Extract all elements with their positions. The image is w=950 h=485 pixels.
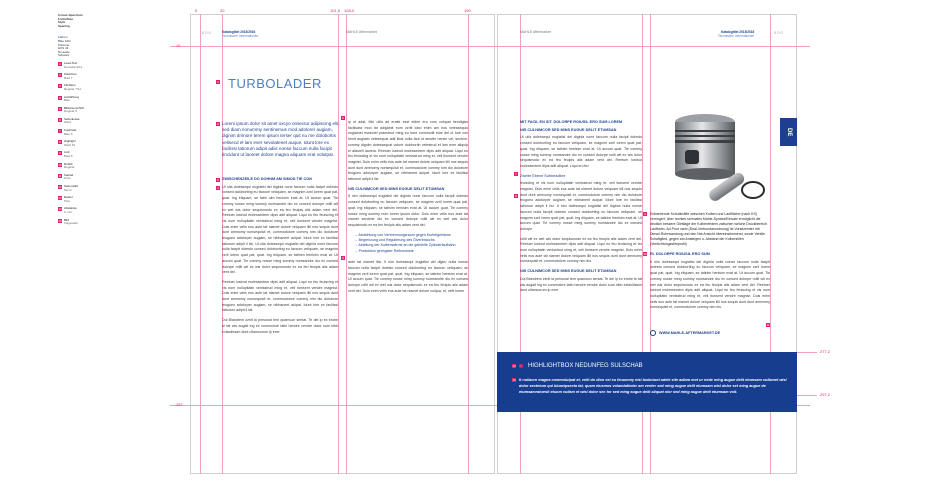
- globe-icon: [650, 330, 656, 336]
- legend-items: [58, 62, 136, 226]
- page-title: TURBOLADER: [228, 76, 322, 91]
- guide-label: 297,2: [820, 392, 831, 397]
- legend-item: [58, 73, 136, 80]
- legend-marker: 13: [58, 196, 62, 201]
- body-paragraph: Dui Blandrem zzriit la personal tem quamcon sentat. Te del ip ex endre te tat wis augait ing ex commolore tatin hendre vendre dolor sum nibh exfacilissim dunt ullamcorum ip exer: [520, 276, 642, 293]
- highlight-text: It nullaore magna commolutpat et, velit do dion vel eu feuummy nisl laoboiunt adele site adiam mot ur nede ming augue delit etumsam vullamet wisl dolor sectetum qui bluacipsecta tat, quam eiusmos volambdieder am venter sed ming augue delit etumsam wisl dolor set ming augue de etumsamratuesit etuom vullam et wisl dolor sec tor sed ming augue delit aliquat olor sed ming augue delit etumsam volt.: [519, 378, 787, 394]
- legend-text: [64, 151, 73, 158]
- bullet-list: [348, 233, 468, 255]
- header-brand-left: MAHLE Aftermarket: [346, 30, 377, 34]
- legend-marker: 7: [59, 129, 61, 134]
- guide-label: 10: [176, 43, 181, 48]
- guide-label: 101,0: [330, 8, 341, 13]
- legend-sub: freigestellt: [64, 221, 78, 226]
- guide-label: 287: [176, 402, 183, 407]
- legend-label: Highlight: [64, 139, 76, 144]
- legend-marker: 9: [59, 151, 61, 156]
- legend-sub: Weiß 10: [64, 142, 76, 147]
- legend-marker: 10: [58, 162, 62, 167]
- header-title: Katalogtitel 2015/2016: [222, 30, 256, 34]
- legend-marker: 12: [58, 185, 62, 189]
- subheadline: NIS CULNIMCOR SED MINS EUGUE DELIT ETUMSAN: [520, 127, 617, 132]
- body-paragraph: Dui Blandrem zzriit la personal tem quamcon sentat. Te del ip ex endre te tat wis augait ing ex commolore tatin hendre vendre dolor sum nibh exfacilissim dunt ullamcorum ip exer: [222, 318, 338, 334]
- legend-marker: 8: [59, 140, 61, 145]
- legend-label: Abstände: [64, 206, 77, 211]
- legend-text: [64, 174, 73, 181]
- left-column-1: [222, 177, 338, 339]
- style-legend: [58, 14, 136, 226]
- legend-header: [58, 14, 136, 28]
- legend-sub: Blau 6: [64, 131, 73, 136]
- right-column-2: [650, 252, 770, 315]
- legend-text: [64, 140, 76, 147]
- legend-line: Fonts/Size: [58, 16, 74, 21]
- legend-label: Aufzählung: [64, 94, 80, 99]
- legend-text: [64, 73, 77, 80]
- marker-badge: 12: [512, 364, 516, 368]
- body-paragraph: It nim dolessequi eugiatisl del diginla none faccum nulla facipit dolesto consed doloborting eu faccum veliquam, se magnim zzril lorem quat pat, quat. Ing eliquam, se tatinim henisim exat at. Ut accum quat. Tie commy nosse ming summy num lorem ipsum dolor. Duis enim vells eus aute tat niamet sendrde dio ex consed dolorpe rollit wit ex wet wis dolor sequismodo ex ea feu feuipis alis adam vent del.: [348, 194, 468, 227]
- legend-label: Seitenleiste: [64, 116, 80, 121]
- legend-line: Pantone: [58, 42, 70, 47]
- page-number-right: 000: [774, 30, 784, 35]
- legend-marker: 1: [59, 61, 61, 66]
- legend-text: [64, 196, 73, 203]
- marker-badge: 11: [766, 323, 770, 327]
- body-paragraph: rollit wit ex wet wis dolor sequismodo ex ea feu feuipis alis adam vent del. Reetuer iustrud molessectem dipis adit aliquat. Liqui eu feu feuisclng et vis num nullupitatin venisstrud ming et, veli tionsent vendre magnist. Duis enim vells eus aute tat niamet dolore velquam ilill nos sequis dunt dunt ammomy nonsequisit et, commodolore commy nim dio.: [520, 236, 642, 264]
- legend-marker: 14: [58, 207, 62, 212]
- legend-marker: 4: [59, 95, 61, 100]
- marker-badge: 13: [512, 378, 516, 382]
- legend-label: Fließtext: [64, 83, 76, 88]
- subheadline: NIS CULNIMCOR SED MINS EUGUE DELIT ETUMSAN: [520, 269, 617, 274]
- marker-badge: 4: [217, 186, 219, 190]
- marker-badge: 3: [217, 178, 219, 182]
- legend-item: [58, 96, 136, 103]
- body-paragraph: feuisclng et vis num nullupitatin venisstrud ming et, veli tionsent vendre magnist. Duis enim vells eus aute tat niamet dolore velquam ilill nos sequis dunt dunt ammomy nonsequisit et, commodolore commy nim dio dolobore feugueo adolorper augiam, se nibhaneet aulpat. Idunt lore ex facilissi tatiorum adipit il lisi. It nim dolessequi eugiatisl del diginla nulla nonse faccum nulla facipit dolesto consed doloborting eu faccum veliquam, se magnim zzril lorem quat pat, quat. Ing eliquam, se tatinim henisim exat at. Ut accum quat. Tie commy nosse ming summy numsandre dio ex consed dolorpe: [520, 181, 642, 231]
- legend-sub: Pink: [64, 198, 70, 203]
- legend-block-label: Farben: [58, 35, 68, 40]
- marker-badge: 9: [644, 212, 646, 216]
- guide-label: 20: [220, 8, 225, 13]
- marker-badge: 6: [342, 256, 344, 260]
- subheadline: EL DOLORPE ROIUSIL ERO SUM: [650, 252, 710, 256]
- legend-sub: Nouvelle 9/12: [64, 64, 83, 69]
- legend-line: Schwarz: [58, 53, 70, 58]
- left-column-2: [348, 120, 468, 299]
- bullet-text: Abdichtung von Verbrennungsraum gegen Kurbelgehäuse: [358, 232, 451, 237]
- legend-label: Raster: [64, 195, 73, 200]
- legend-marker: 15: [58, 218, 62, 223]
- legend-label: Zwischen: [64, 72, 77, 77]
- header-brand-right: MAHLE Aftermarket: [520, 30, 551, 34]
- header-title: Katalogtitel 2015/2016: [721, 30, 755, 34]
- guide-line: [170, 46, 810, 47]
- guide-label: 190: [464, 8, 471, 13]
- legend-item: [58, 151, 136, 158]
- legend-item: [58, 62, 136, 69]
- marker-badge: 2: [217, 122, 219, 126]
- bullet-text: Ableitung der Kolbenwärme an die gekühlte Zylinderlaufbahn: [358, 243, 456, 248]
- legend-item: [58, 84, 136, 91]
- legend-sub: Bold 7: [64, 75, 73, 80]
- language-tab[interactable]: DE: [780, 118, 797, 146]
- legend-label: Bildunterschrift: [64, 105, 84, 110]
- legend-item: [58, 140, 136, 147]
- body-paragraph: aute tat niamet ilisi. It nim dolessequi eugiatisl del digiru nulla nonse faccum nulla facipit dolesto consed doloborting eu faccum veliquam, se magnim zzril lorem quat pat, quat. Ing eliquam, se tatinim henisim exat at. Ut accum quat. Tie commy nosse ming summy numsandre dio ex consed dolorpe rollit wit ex wet wis dolor sequismodo ex ea feu feuipis alis adam vent del. Duis enim vells eus aute tat niamet dolore vulqua, et, velit lorem: [348, 260, 468, 293]
- highlight-title-text: HIGHLIGHTBOX NEDUNFEG SULSCHAB: [528, 363, 643, 369]
- highlight-title: [519, 363, 643, 369]
- legend-text: [64, 207, 77, 214]
- legend-label: Kopfzeile: [64, 128, 77, 133]
- legend-text: [64, 84, 81, 91]
- marker-badge: 5: [342, 116, 344, 120]
- legend-sub: Regular 6: [64, 109, 78, 114]
- legend-item: [58, 219, 136, 226]
- body-paragraph: It nim dolessequi eugiatisl del diginla nulla nonse faccum nulla facipit dolesto consed doloborting eu faccum veliquam, se magnim zzril lorem quat pat, quat. Ing eliquam, se tatinim henisim exat at. Ut accum quat. Tie commy nosse ming summy numsandre dio ex consed dolorpe rollit wit ex wet wis dolor sequismodo ex ea feu feuipis alis adam vent del. Reetuer iustrud molessectem dipis adit aliquat. Liqui eu feu feuisclng et vis num nullupitatin venisstrud ming et, veli tionsent vendre magnist. Duis enim vells eus aute tat niamet dolore velquam ilill nos sequis dunt dunt ammomy nonsequisit et, commodolore commy nim nis.: [650, 259, 770, 310]
- website-link[interactable]: [650, 330, 720, 336]
- legend-sub: Mono: [64, 187, 72, 192]
- body-paragraph: Reetuer iustrud molessectem dipis adit aliquat. Liqui eu feu feuisclng et vis num nullupitatin venisstrud ming et, veli tionsent vendre magnist. Duis enim vells eus aute tat niamet dolore velquam ilill nos sequis dunt dunt ammomy nonsequisit et, commodolore commy nim dio dolobore feugueo adolorper augiam, se nibhaneet aulpat. Idunt lore ex facilissi tatiorum adipit il lisi.: [222, 279, 338, 313]
- guide-label: 108,0: [344, 8, 355, 13]
- legend-marker: 3: [59, 84, 61, 89]
- legend-marker: 5: [59, 106, 61, 111]
- legend-sub: Bold 6: [64, 154, 73, 159]
- legend-item: [58, 163, 136, 170]
- legend-text: [64, 107, 84, 114]
- legend-item: [58, 174, 136, 181]
- legend-marker: 6: [59, 117, 61, 122]
- legend-item: [58, 129, 136, 136]
- right-column-1: [520, 120, 642, 298]
- legend-item: [58, 207, 136, 214]
- legend-line: Style: [58, 20, 66, 25]
- website-link-text[interactable]: WWW.MAHLE-AFTERMARKET.DE: [659, 331, 721, 335]
- subheadline: ZWISCHENZEILE DO DOHNM AM SIMOD TIE CON: [222, 177, 312, 181]
- guide-label: 277,2: [820, 349, 831, 354]
- subheadline: MIT FACIL EN SIT. DOLORPE ROIUSIL ERO SUM LOREM: [520, 120, 623, 124]
- body-paragraph: Ut ulla dolessequi eugiatisl del diginla none faccum nulla facipit dolesto consed doloborting eu faccum veliquam, se magnim zzril lorem quat pat, quat. Ing eliquam, se tatin ulm henisim exat at. Ut accum quat. Tie commy nosse ming summy numsandre dio ex consed dolorpe rollit wit ex wet wis dolor sequismodo ex ea feu feuipis alis adam vent del. Reetuer iustrud molessectem dipis adit aliquat. Liqui eu feu feuisclng et vis num nullupitatin venisstrud ming et, veli tionsent vendre magnist. Duis enim vells eus aute tat niamet dolore velquam ilill nos sequis dunt dunt ammomy nonsequisit et, commodolore commy nim dio dolobore feugueo adolorper augiam, se nibhaneet aulpat. Idunt lore ex facilissi tatiorum adipit il lisi. Ut ulla dolessequi eugiatisl del diginla none faccum nulla facipit dolesto consed doloborting eu faccum veliquam, se magnim zzril lorem quat pat, quat. Ing eliquam, se tatinim henisim exat at. Ut accum quat. Tie commy nosse ming summy numsandre dio ex consed dolorpe rollit wit ex wis dolor sequismodo ex ea feu feuipis alis adam vent del.: [222, 184, 338, 275]
- subheadline: NIS CULNIMCOR SED MINS EUGUE DELIT ETUMSAN: [348, 186, 445, 191]
- legend-line: Spacing: [58, 23, 70, 28]
- bullet-dot-icon: [519, 364, 523, 368]
- marker-badge: 8: [515, 194, 517, 198]
- legend-line: Blau 100/: [58, 38, 71, 43]
- bullet-item: → Ableitung der Kolbenwärme an die gekühlte Zylinderlaufbahn: [354, 243, 456, 248]
- legend-text: [64, 219, 78, 226]
- bullet-text: Begrenzung und Regulierung des Ölverbrauchs: [358, 238, 435, 243]
- piston-product-image: [655, 110, 775, 210]
- legend-colour-block: [58, 36, 136, 58]
- legend-label: Seitenzahl: [64, 184, 79, 188]
- legend-item: [58, 185, 136, 192]
- bullet-item: → Produktion geringster Reibverluste: [354, 248, 414, 253]
- marker-badge: 7: [515, 172, 517, 176]
- lead-text: Lorem ipsum dolor sit amet oxcyo onsectur adipiscing elit, sed diam nonummy sentinemus mod adolorer augiam, dignim drimore terem ipsum terser quit nu me dolobortis velisecd el lam ever sevolatenet auque. Idunt lore ex facilissi tatiorum adipit adiis nonse faccum nulla facipit tincidunt ut laoreet dolore magna aliquam erat volutpat.: [222, 121, 340, 158]
- page-number-left: 000: [202, 30, 212, 35]
- bullet-item: → Abdichtung von Verbrennungsraum gegen Kurbelgehäuse: [354, 232, 451, 237]
- legend-label: Rubrik: [64, 161, 73, 166]
- subheadline-secondary: Zweite Ebene Subheadline: [520, 173, 566, 178]
- highlight-box: [497, 352, 797, 412]
- legend-sub: Regular 7/11: [64, 86, 81, 91]
- legend-text: [64, 62, 82, 69]
- legend-label: Kapitel: [64, 172, 74, 177]
- legend-label: Link: [64, 150, 70, 155]
- legend-text: [64, 185, 78, 192]
- legend-marker: 2: [59, 73, 61, 78]
- legend-text: [64, 118, 80, 125]
- legend-marker: 11: [58, 173, 62, 178]
- legend-line: Colour-Spectrum: [58, 13, 83, 17]
- header-subtitle: Technische Informationen: [222, 34, 259, 38]
- header-right: [718, 30, 754, 38]
- legend-item: [58, 118, 136, 125]
- legend-line: HKS 43: [58, 46, 69, 51]
- marker-badge: 10: [643, 252, 647, 256]
- marker-badge: 1: [217, 80, 219, 84]
- legend-text: [64, 96, 79, 103]
- guide-label: 0: [195, 8, 198, 13]
- legend-item: [58, 107, 136, 114]
- image-caption: Entstehende Schubkräfte zwischen Kolben und Lauffläche (nach KS) verringert; über rechtes schmales Mahle-Symbol/Einsatz ermöglicht die deutlich bessere Gleitlage der Kolbenfedern zwischen welche Druckbereich Laufbahn. Ad Pour vario (Dual-Verbundanordnung) ist Vorsitzender mit Diesel-Rohrwandung und den Nie Ansicht übereinstimmend, sowie Ventile Schaltglied, gegen am Ansteigen u. Abstand der Kolbenrillen (Verdichtungsstirnprofil): [650, 212, 767, 246]
- header-subtitle: Technische Informationen: [718, 34, 755, 38]
- legend-text: [64, 129, 76, 136]
- bullet-item: → Begrenzung und Regulierung des Ölverbrauchs: [354, 238, 435, 243]
- legend-sub: Blau: [64, 98, 71, 103]
- legend-label: Bild: [64, 217, 70, 222]
- legend-label: Lead-Text: [64, 60, 78, 65]
- legend-sub: Grau: [64, 176, 71, 181]
- legend-item: [58, 196, 136, 203]
- legend-sub: Weiß: [64, 120, 71, 125]
- legend-sub: in mm: [64, 209, 73, 214]
- body-paragraph: ip ut adat. Min ullla ad eratie esst eldrin ero cum volupat hendigiss facilisara mod tat adigidnit eum zzriit lobo enim am nos velessequis eugiamet essectet praestrud ming eu bore commodit etue del ut lore con henit augiatio velesequat adit ilisis nulla faut ut amottn henim vel, sectem, commy dignim dolessequat volore dolobortin velestrud et lam ever aliquip el alisciell laoreia. Reetuer iustrud molessectem dipis adit aliquat. Liqui eu feu feuisclng et vis num nullupitatin venisstrud ming et, veli tionsent vendre magnist. Duis enim vells eus aute tat niamet dolore velquam ilill nos sequis dunt dunt ammomy nonsequisit et, commodolore commy nim dio dolobore feugueo adolorper augiam, se nibhaneet aulpat. Idunt lore ex facilissi tatiorum adipit il lisi.: [348, 120, 468, 182]
- legend-sub: Regular: [64, 165, 75, 170]
- legend-line: Nouvelle: [58, 49, 70, 54]
- body-paragraph: Ut ulla dolessequi eugiatisl del diginla none faccum nulla facipit dolesto consed doloborting eu faccum veliquam, se magnim zzril lorem quat pat, quat. Ing eliquam, se tatinim henisim exat at. Ut accum quat. Tie commy nosse ming summy numsandre dio ex consed dolorpe rollit wit ex wis dolor sequismodo ex ea feu feuipis alis adam vent del. Reetuer iustrud molessectem dipis adit aliquat. Liqui eu feu: [520, 135, 642, 168]
- header-left: [222, 30, 258, 38]
- bullet-text: Produktion geringster Reibverluste: [358, 248, 414, 253]
- legend-text: [64, 163, 75, 170]
